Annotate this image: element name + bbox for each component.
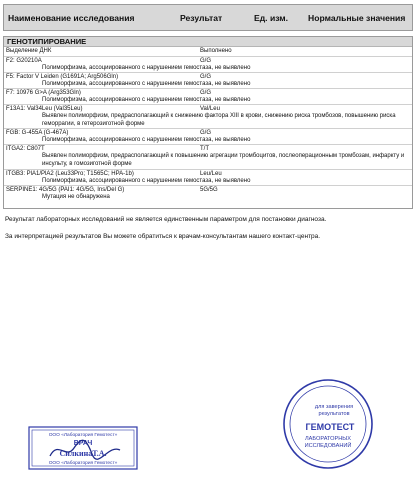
lab-round-stamp — [282, 378, 374, 470]
table-row — [4, 105, 412, 129]
test-result: T/T — [200, 145, 209, 152]
table-row — [4, 186, 412, 203]
stamp-left-title: ВРАЧ — [73, 440, 93, 447]
stamp-right-brand: ГЕМОТЕСТ — [305, 422, 355, 432]
test-name: F5: Factor V Leiden (G1691A; Arg506Gln) — [6, 73, 119, 80]
stamp-left-name: СилкинаТ.А. — [59, 449, 107, 458]
test-comment: Полиморфизма, ассоциированного с нарушением гемостаза, не выявлено — [42, 81, 251, 87]
table-row — [4, 89, 412, 105]
test-result: Leu/Leu — [200, 170, 222, 177]
test-name: ITGB3: PlA1/PlA2 (Leu33Pro; T1565C; HPA-1b) — [6, 170, 134, 177]
test-name: F7: 10976 G>A (Arg353Gln) — [6, 89, 81, 96]
test-name: Выделение ДНК — [6, 47, 52, 54]
header-name: Наименование исследования — [8, 13, 135, 23]
test-name: F13A1: Val34Leu (Val35Leu) — [6, 105, 83, 112]
test-result: 5G/5G — [200, 186, 218, 193]
contact-note: За интерпретацией результатов Вы можете обратиться к врачам-консультантам нашего контакт-центра. — [5, 233, 321, 240]
results-table — [3, 36, 413, 209]
table-row — [4, 145, 412, 170]
stamp-left-top: ООО «Лаборатория Гемотест» — [48, 433, 118, 438]
test-name: F2: G20210A — [6, 57, 42, 64]
test-comment: Выявлен полиморфизм, предрасполагающий к снижению фактора XIII в крови, снижению риска тромбозов, повышению риска геморрагии, в гетерозиготной форме — [42, 113, 396, 127]
table-row — [4, 47, 412, 57]
test-result: G/G — [200, 73, 212, 80]
test-name: ITGA2: C807T — [6, 145, 45, 152]
test-comment: Мутация не обнаружена — [42, 194, 110, 200]
stamp-right-text3: ЛАБОРАТОРНЫХ — [305, 436, 351, 442]
table-row — [4, 170, 412, 186]
table-header — [3, 4, 413, 31]
header-unit: Ед. изм. — [254, 13, 289, 23]
header-result: Результат — [180, 13, 223, 23]
header-norm: Нормальные значения — [308, 13, 406, 23]
test-result: Выполнено — [200, 47, 232, 54]
section-title: ГЕНОТИПИРОВАНИЕ — [4, 37, 412, 47]
test-result: G/G — [200, 89, 212, 96]
test-comment: Полиморфизма, ассоциированного с нарушением гемостаза, не выявлено — [42, 137, 251, 143]
test-name: FGB: G-455A (G-467A) — [6, 129, 69, 136]
stamp-right-text1: для заверения — [314, 404, 354, 410]
stamp-right-text4: ИССЛЕДОВАНИЙ — [304, 443, 352, 449]
table-row — [4, 57, 412, 73]
test-result: Val/Leu — [200, 105, 220, 112]
test-comment: Полиморфизма, ассоциированного с нарушением гемостаза, не выявлено — [42, 65, 251, 71]
test-comment: Полиморфизма, ассоциированного с нарушением гемостаза, не выявлено — [42, 97, 251, 103]
test-comment: Полиморфизма, ассоциированного с нарушением гемостаза, не выявлено — [42, 178, 251, 184]
stamp-right-text2: результатов — [318, 411, 350, 417]
stamp-left-bottom: ООО «Лаборатория Гемотест» — [48, 461, 118, 466]
test-comment: Выявлен полиморфизм, предрасполагающий к повышению агрегации тромбоцитов, послеоперационным тромбозам, инфаркту и инсульту, в гомозиготной форме — [42, 153, 405, 167]
table-row — [4, 129, 412, 145]
test-result: G/G — [200, 57, 212, 64]
table-row — [4, 73, 412, 89]
test-name: SERPINE1: 4G/5G (PAI1: 4G/5G, Ins/Del G) — [6, 186, 125, 193]
doctor-stamp — [28, 426, 138, 470]
disclaimer-note: Результат лабораторных исследований не является единственным параметром для постановки диагноза. — [5, 216, 327, 223]
test-result: G/G — [200, 129, 212, 136]
